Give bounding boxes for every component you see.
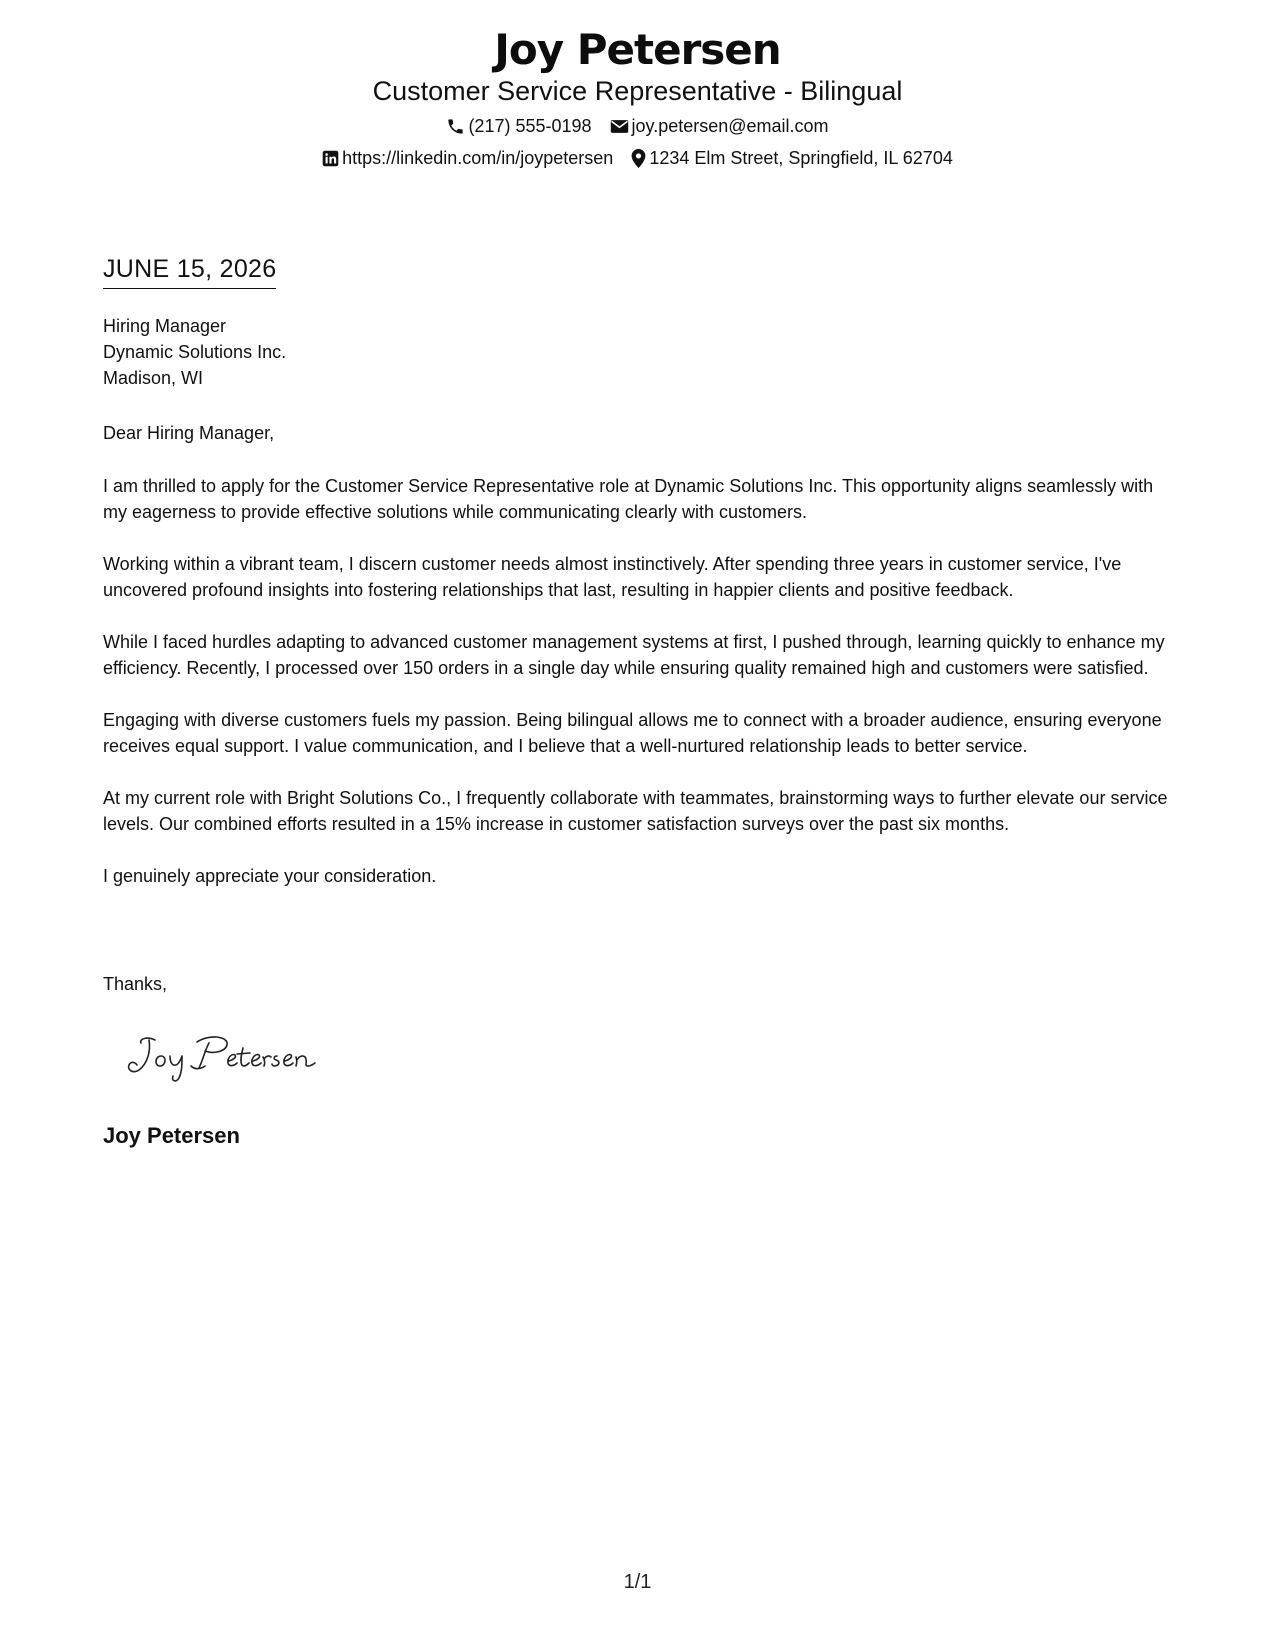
handwritten-signature (125, 1030, 345, 1085)
contact-address (631, 147, 953, 169)
contact-phone (446, 115, 591, 137)
body-paragraph: Working within a vibrant team, I discern customer needs almost instinctively. After spending three years in customer service, I've uncovered profound insights into fostering relationships that last, resulting in happier clients and positive feedback. (103, 554, 1122, 600)
envelope-icon (610, 119, 629, 134)
email-address[interactable]: joy.petersen@email.com (631, 116, 829, 136)
body-paragraph: I genuinely appreciate your consideration. (103, 866, 437, 886)
body-paragraph: At my current role with Bright Solutions Co., I frequently collaborate with teammates, brainstorming ways to further elevate our service levels. Our combined efforts resulted in a 15% increase in customer satisfaction surveys over the past six months. (103, 788, 1168, 834)
letter-header (0, 22, 1275, 169)
closing-line: Thanks, (103, 974, 168, 994)
signer-name: Joy Petersen (103, 1123, 240, 1148)
body-paragraph: I am thrilled to apply for the Customer Service Representative role at Dynamic Solutions Inc. This opportunity aligns seamlessly with my eagerness to provide effective solutions while communicating clearly with customers. (103, 476, 1154, 522)
applicant-name: Joy Petersen (494, 25, 781, 74)
recipient-company: Dynamic Solutions Inc. (103, 342, 287, 362)
body-paragraph: Engaging with diverse customers fuels my passion. Being bilingual allows me to connect with a broader audience, ensuring everyone receives equal support. I value communication, and I believe that a well-nurtured relationship leads to better service. (103, 710, 1162, 756)
contact-linkedin (322, 147, 613, 169)
phone-icon (446, 117, 465, 136)
contact-email (610, 115, 829, 137)
street-address: 1234 Elm Street, Springfield, IL 62704 (649, 148, 953, 168)
letter-body (103, 473, 1175, 915)
salutation: Dear Hiring Manager, (103, 423, 275, 443)
job-title: Customer Service Representative - Bilingual (372, 76, 903, 106)
page-number: 1/1 (623, 1571, 652, 1593)
letter-date: JUNE 15, 2026 (103, 253, 276, 289)
recipient-block (103, 313, 1175, 391)
recipient-location: Madison, WI (103, 368, 204, 388)
contact-row-primary (0, 115, 1275, 137)
linkedin-url[interactable]: https://linkedin.com/in/joypetersen (342, 148, 614, 168)
linkedin-icon (322, 150, 339, 167)
contact-row-secondary (0, 147, 1275, 169)
body-paragraph: While I faced hurdles adapting to advanced customer management systems at first, I pushed through, learning quickly to enhance my efficiency. Recently, I processed over 150 orders in a single day while ensuring quality remained high and customers were satisfied. (103, 632, 1165, 678)
map-marker-icon (631, 149, 646, 168)
recipient-title: Hiring Manager (103, 316, 227, 336)
phone-number[interactable]: (217) 555-0198 (468, 116, 592, 136)
letter-date-block (103, 253, 276, 289)
